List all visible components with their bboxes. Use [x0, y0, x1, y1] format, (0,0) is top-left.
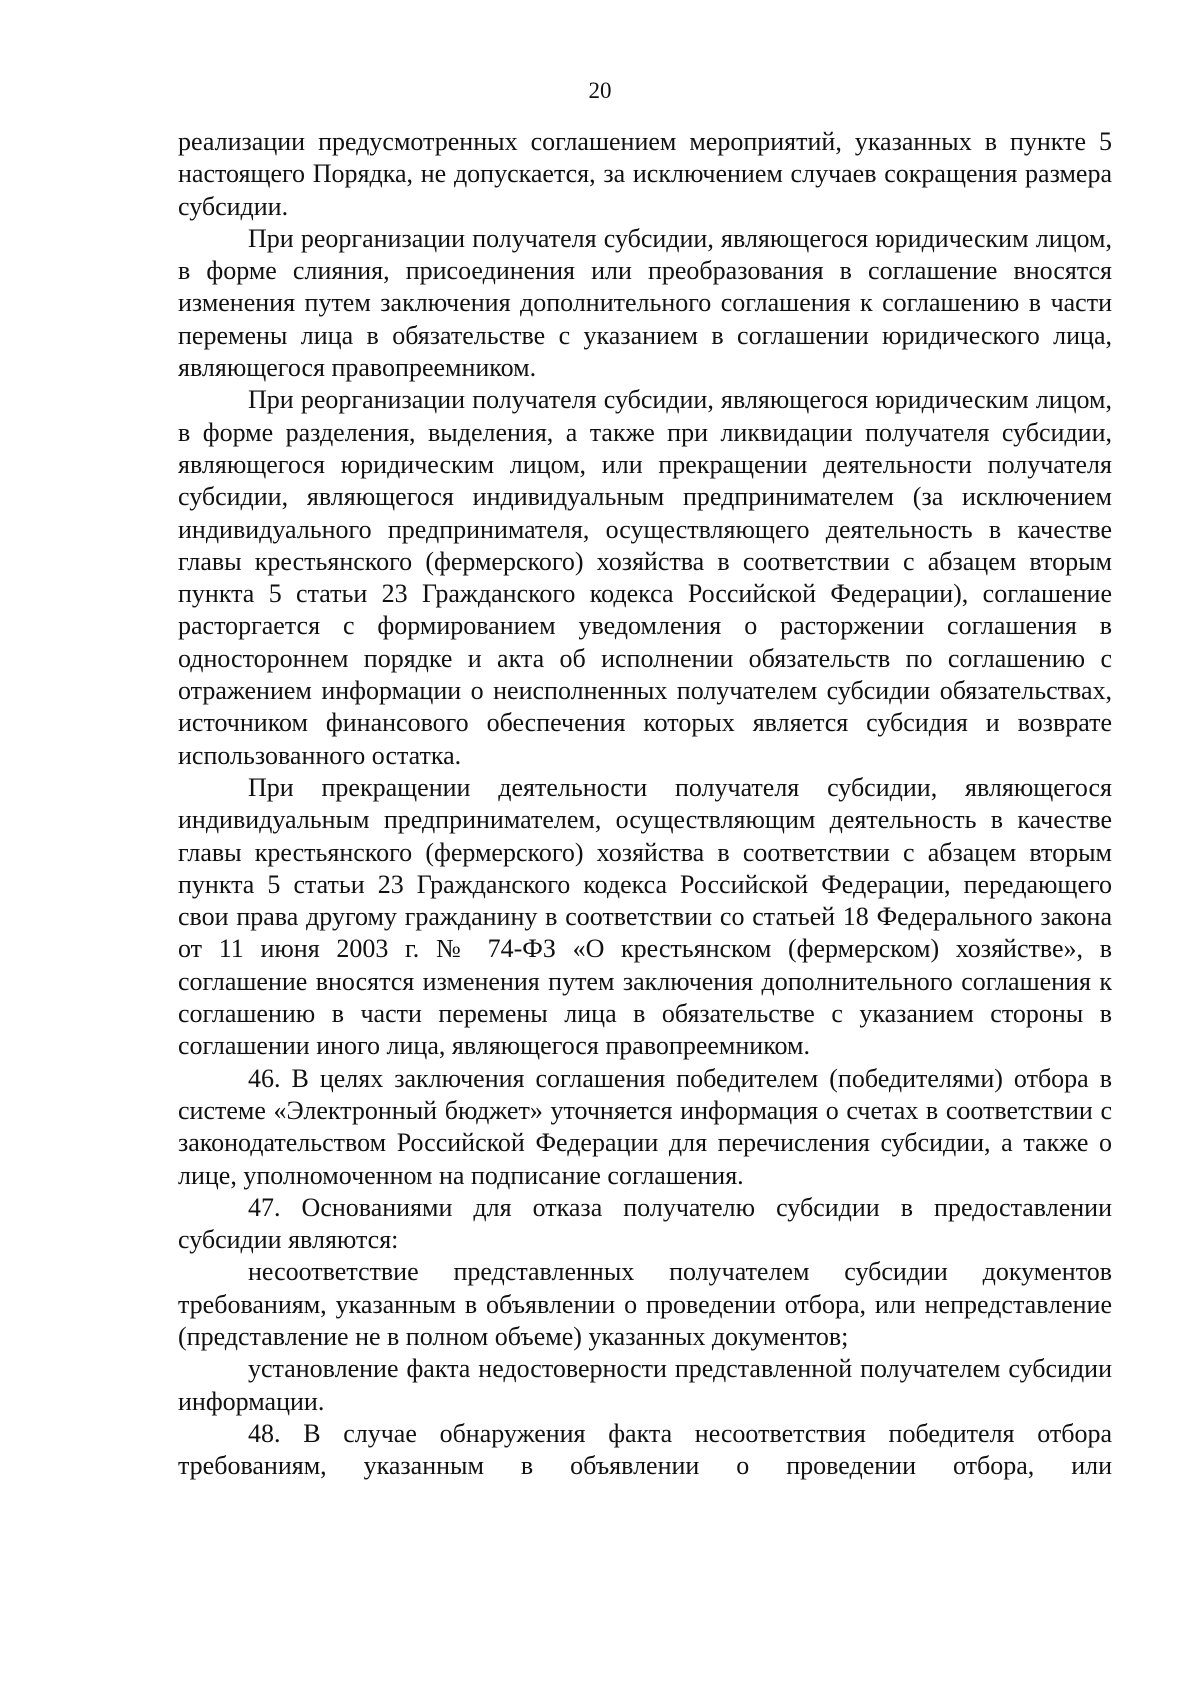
document-body — [178, 126, 1112, 1482]
paragraph-refusal-ground-1: несоответствие представленных получателем субсидии документов требованиям, указанным в объявлении о проведении отбора, или непредставление (представление не в полном объеме) указанных документов; — [178, 1257, 1112, 1351]
paragraph-reorganization-division: При реорганизации получателя субсидии, являющегося юридическим лицом, в форме разделения, выделения, а также при ликвидации получателя субсидии, являющегося юридическим лицом, или прекращении деятельности получателя субсидии, являющегося индивидуальным предпринимателем (за исключением индивидуального предпринимателя, осуществляющего деятельность в качестве главы крестьянского (фермерского) хозяйства в соответствии с абзацем вторым пункта 5 статьи 23 Гражданского кодекса Российской Федерации), соглашение расторгается с формированием уведомления о расторжении соглашения в одностороннем порядке и акта об исполнении обязательств по соглашению с отражением информации о неисполненных получателем субсидии обязательствах, источником финансового обеспечения которых является субсидия и возврате использованного остатка. — [178, 385, 1112, 770]
paragraph-item-48: 48. В случае обнаружения факта несоответствия победителя отбора требованиям, указанным в объявлении о проведении отбора, или — [178, 1418, 1112, 1481]
paragraph-continuation: реализации предусмотренных соглашением мероприятий, указанных в пункте 5 настоящего Порядка, не допускается, за исключением случаев сокращения размера субсидии. — [178, 127, 1112, 221]
paragraph-termination-farm: При прекращении деятельности получателя субсидии, являющегося индивидуальным предпринимателем, осуществляющим деятельность в качестве главы крестьянского (фермерского) хозяйства в соответствии с абзацем вторым пункта 5 статьи 23 Гражданского кодекса Российской Федерации, передающего свои права другому гражданину в соответствии со статьей 18 Федерального закона от 11 июня 2003 г. № 74-ФЗ «О крестьянском (фермерском) хозяйстве», в соглашение вносятся изменения путем заключения дополнительного соглашения к соглашению в части перемены лица в обязательстве с указанием стороны в соглашении иного лица, являющегося правопреемником. — [178, 772, 1112, 1061]
page-number: 20 — [588, 78, 612, 103]
paragraph-refusal-ground-2: установление факта недостоверности представленной получателем субсидии информации. — [178, 1354, 1112, 1416]
paragraph-reorganization-merger: При реорганизации получателя субсидии, являющегося юридическим лицом, в форме слияния, присоединения или преобразования в соглашение вносятся изменения путем заключения дополнительного соглашения к соглашению в части перемены лица в обязательстве с указанием в соглашении юридического лица, являющегося правопреемником. — [178, 223, 1112, 383]
paragraph-item-47: 47. Основаниями для отказа получателю субсидии в предоставлении субсидии являются: — [178, 1192, 1112, 1255]
paragraph-item-46: 46. В целях заключения соглашения победителем (победителями) отбора в системе «Электронный бюджет» уточняется информация о счетах в соответствии с законодательством Российской Федерации для перечисления субсидии, а также о лице, уполномоченном на подписание соглашения. — [178, 1063, 1112, 1190]
